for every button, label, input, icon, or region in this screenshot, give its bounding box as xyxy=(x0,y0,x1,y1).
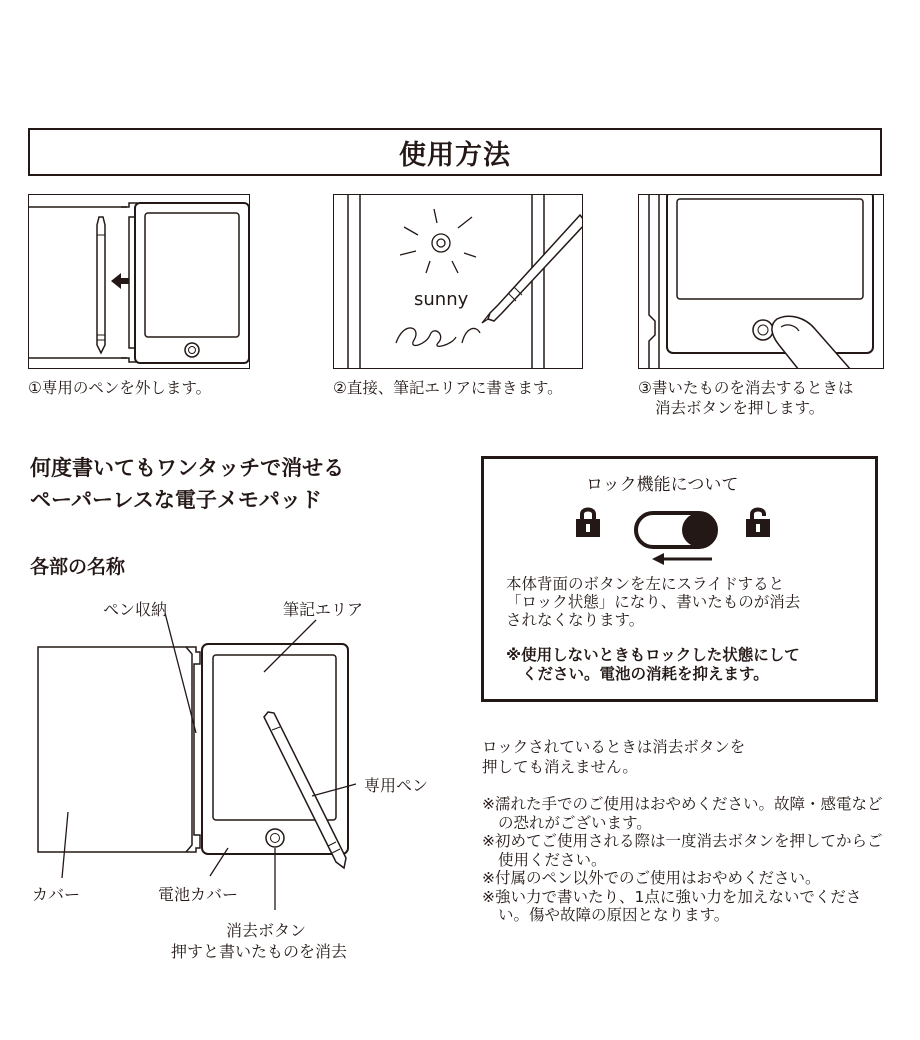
lock-body-line2: 「ロック状態」になり、書いたものが消去 xyxy=(506,593,801,611)
notes-list xyxy=(482,795,892,925)
note-item: ※濡れた手でのご使用はおやめください。故障・感電などの恐れがございます。 xyxy=(482,795,883,832)
lock-note-line1: ※使用しないときもロックした状態にして xyxy=(506,646,800,664)
label-battery-cover: 電池カバー xyxy=(158,885,239,904)
lock-diagram xyxy=(560,505,800,567)
step3-illustration xyxy=(638,194,884,369)
step1-caption: ①専用のペンを外します。 xyxy=(28,379,212,397)
lock-body-line3: されなくなります。 xyxy=(506,611,645,629)
page-title: 使用方法 xyxy=(28,128,882,176)
locked-info-line1: ロックされているときは消去ボタンを xyxy=(482,738,746,756)
tagline-line2: ペーパーレスな電子メモパッド xyxy=(30,488,322,512)
label-cover: カバー xyxy=(32,885,81,904)
label-clear-button-desc: 押すと書いたものを消去 xyxy=(171,942,348,961)
parts-heading: 各部の名称 xyxy=(30,556,126,578)
step3-drawing xyxy=(639,195,884,369)
locked-info xyxy=(482,737,745,777)
tagline-line1: 何度書いてもワンタッチで消せる xyxy=(30,456,345,480)
note-item: ※付属のペン以外でのご使用はおやめください。 xyxy=(482,869,821,887)
unlocked-icon xyxy=(746,510,770,538)
locked-info-line2: 押しても消えません。 xyxy=(482,758,638,776)
slide-switch-icon xyxy=(636,513,716,565)
lock-note xyxy=(506,646,800,684)
lock-body-line1: 本体背面のボタンを左にスライドすると xyxy=(506,575,785,593)
step3-caption-line1: ③書いたものを消去するときは xyxy=(638,379,854,397)
step2-illustration xyxy=(333,194,583,369)
step2-drawing xyxy=(334,195,583,369)
note-item: ※強い力で書いたり、1点に強い力を加えないでください。傷や故障の原因となります。 xyxy=(482,887,862,924)
label-pen: 専用ペン xyxy=(364,776,429,795)
note-item: ※初めてご使用される際は一度消去ボタンを押してからご使用ください。 xyxy=(482,832,883,869)
lock-body xyxy=(506,575,800,629)
step2-caption: ②直接、筆記エリアに書きます。 xyxy=(333,379,563,397)
locked-icon xyxy=(576,510,600,538)
step1-illustration xyxy=(28,194,250,369)
doodle-text: sunny xyxy=(414,289,469,310)
lock-title: ロック機能について xyxy=(586,475,739,495)
label-clear-button: 消去ボタン xyxy=(226,921,307,940)
step3-caption-line2: 消去ボタンを押します。 xyxy=(655,399,825,417)
label-writing-area: 筆記エリア xyxy=(283,600,364,619)
label-pen-holder: ペン収納 xyxy=(103,600,168,619)
step1-drawing xyxy=(29,195,250,369)
lock-note-line2: ください。電池の消耗を抑えます。 xyxy=(522,665,769,683)
